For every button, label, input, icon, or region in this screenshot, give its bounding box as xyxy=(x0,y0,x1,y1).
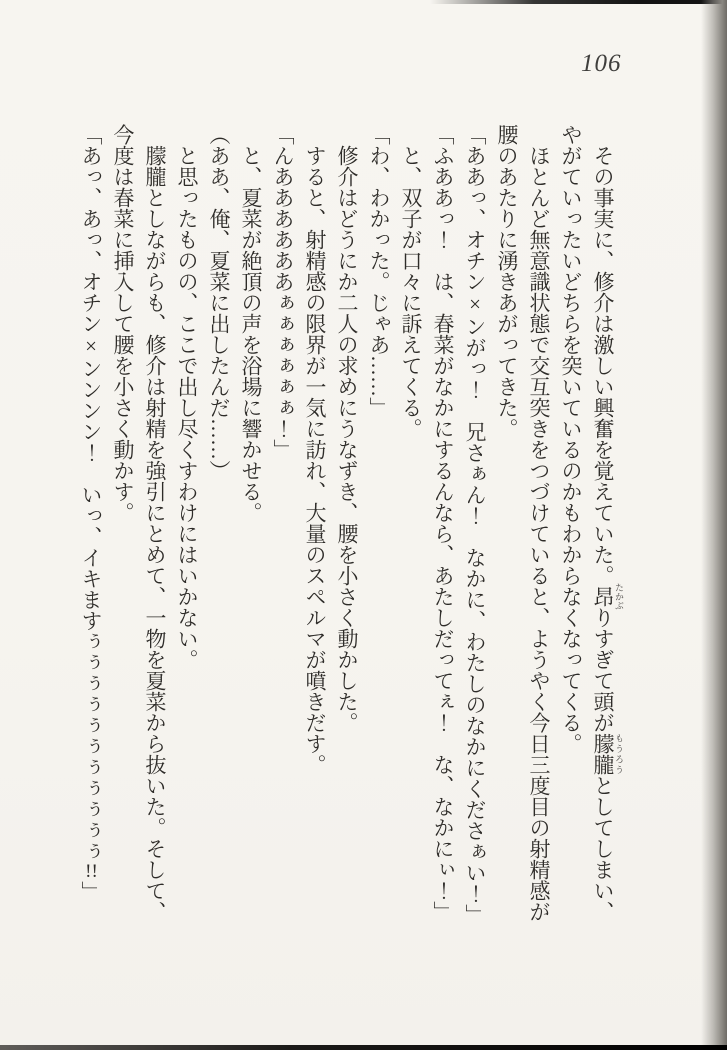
text-block xyxy=(75,124,624,942)
text-run: 「ふああっ！ は、春菜がなかにするんなら、あたしだってぇ！ な、なかにぃ！」 xyxy=(431,124,455,922)
paragraph xyxy=(331,124,363,942)
scan-edge-top xyxy=(430,0,727,4)
text-run: すると、射精感の限界が一気に訪れ、大量のスペルマが噴きだす。 xyxy=(303,145,327,775)
paragraph xyxy=(363,124,395,942)
tatechuyoko-text: !! xyxy=(85,862,98,881)
text-run: りすぎて頭が xyxy=(591,607,615,733)
text-run: としてしまい、やがていったいどちらを突いているのかもわからなくなってくる。 xyxy=(559,124,615,922)
ruby-annotated-text: 昂 たかぶ xyxy=(591,583,624,610)
paragraph xyxy=(235,124,267,942)
ruby-annotated-text: 朦朧 もうろう xyxy=(591,733,624,775)
furigana: たかぶ xyxy=(614,583,624,610)
paragraph xyxy=(555,124,624,942)
text-run: 」 xyxy=(79,881,103,902)
text-run: 「わ、わかった。じゃあ……」 xyxy=(367,124,391,418)
text-run: 修介はどうにか二人の求めにうなずき、腰を小さく動かした。 xyxy=(335,145,359,733)
text-run: 「あっ、あっ、オチン×ンンンン！ いっ、イキますぅぅぅぅぅぅぅぅぅぅぅ xyxy=(79,124,103,862)
text-run: （ああ、俺、夏菜に出したんだ……） xyxy=(207,124,231,481)
text-run: 朦朧としながらも、修介は射精を強引にとめて、一物を夏菜から抜いた。そして、今度は春菜に挿入して腰を小さく動かす。 xyxy=(111,124,167,922)
paragraph xyxy=(459,124,491,942)
paragraph xyxy=(75,124,107,942)
furigana: もうろう xyxy=(614,733,624,775)
paragraph xyxy=(171,124,203,942)
paragraph xyxy=(203,124,235,942)
paragraph xyxy=(267,124,299,942)
paragraph xyxy=(299,124,331,942)
text-run: 「ああっ、オチン×ンがっ！ 兄さぁん！ なかに、わたしのなかにくださぁい！」 xyxy=(463,124,487,925)
page-number: 106 xyxy=(581,50,622,77)
scan-edge-right xyxy=(701,0,727,1050)
text-run: その事実に、修介は激しい興奮を覚えていた。 xyxy=(591,145,615,586)
scan-edge-bottom xyxy=(0,1045,727,1050)
text-run: と思ったものの、ここで出し尽くすわけにはいかない。 xyxy=(175,145,199,670)
paragraph xyxy=(427,124,459,942)
text-run: ほとんど無意識状態で交互突きをつづけていると、ようやく今日三度目の射精感が腰のあたりに湧きあがってきた。 xyxy=(495,124,551,922)
paragraph xyxy=(491,124,555,942)
text-run: と、夏菜が絶頂の声を浴場に響かせる。 xyxy=(239,145,263,523)
paragraph xyxy=(395,124,427,942)
paragraph xyxy=(107,124,171,942)
text-run: と、双子が口々に訴えてくる。 xyxy=(399,145,423,439)
text-run: 「んああああああぁぁぁぁぁぁ！」 xyxy=(271,124,295,460)
